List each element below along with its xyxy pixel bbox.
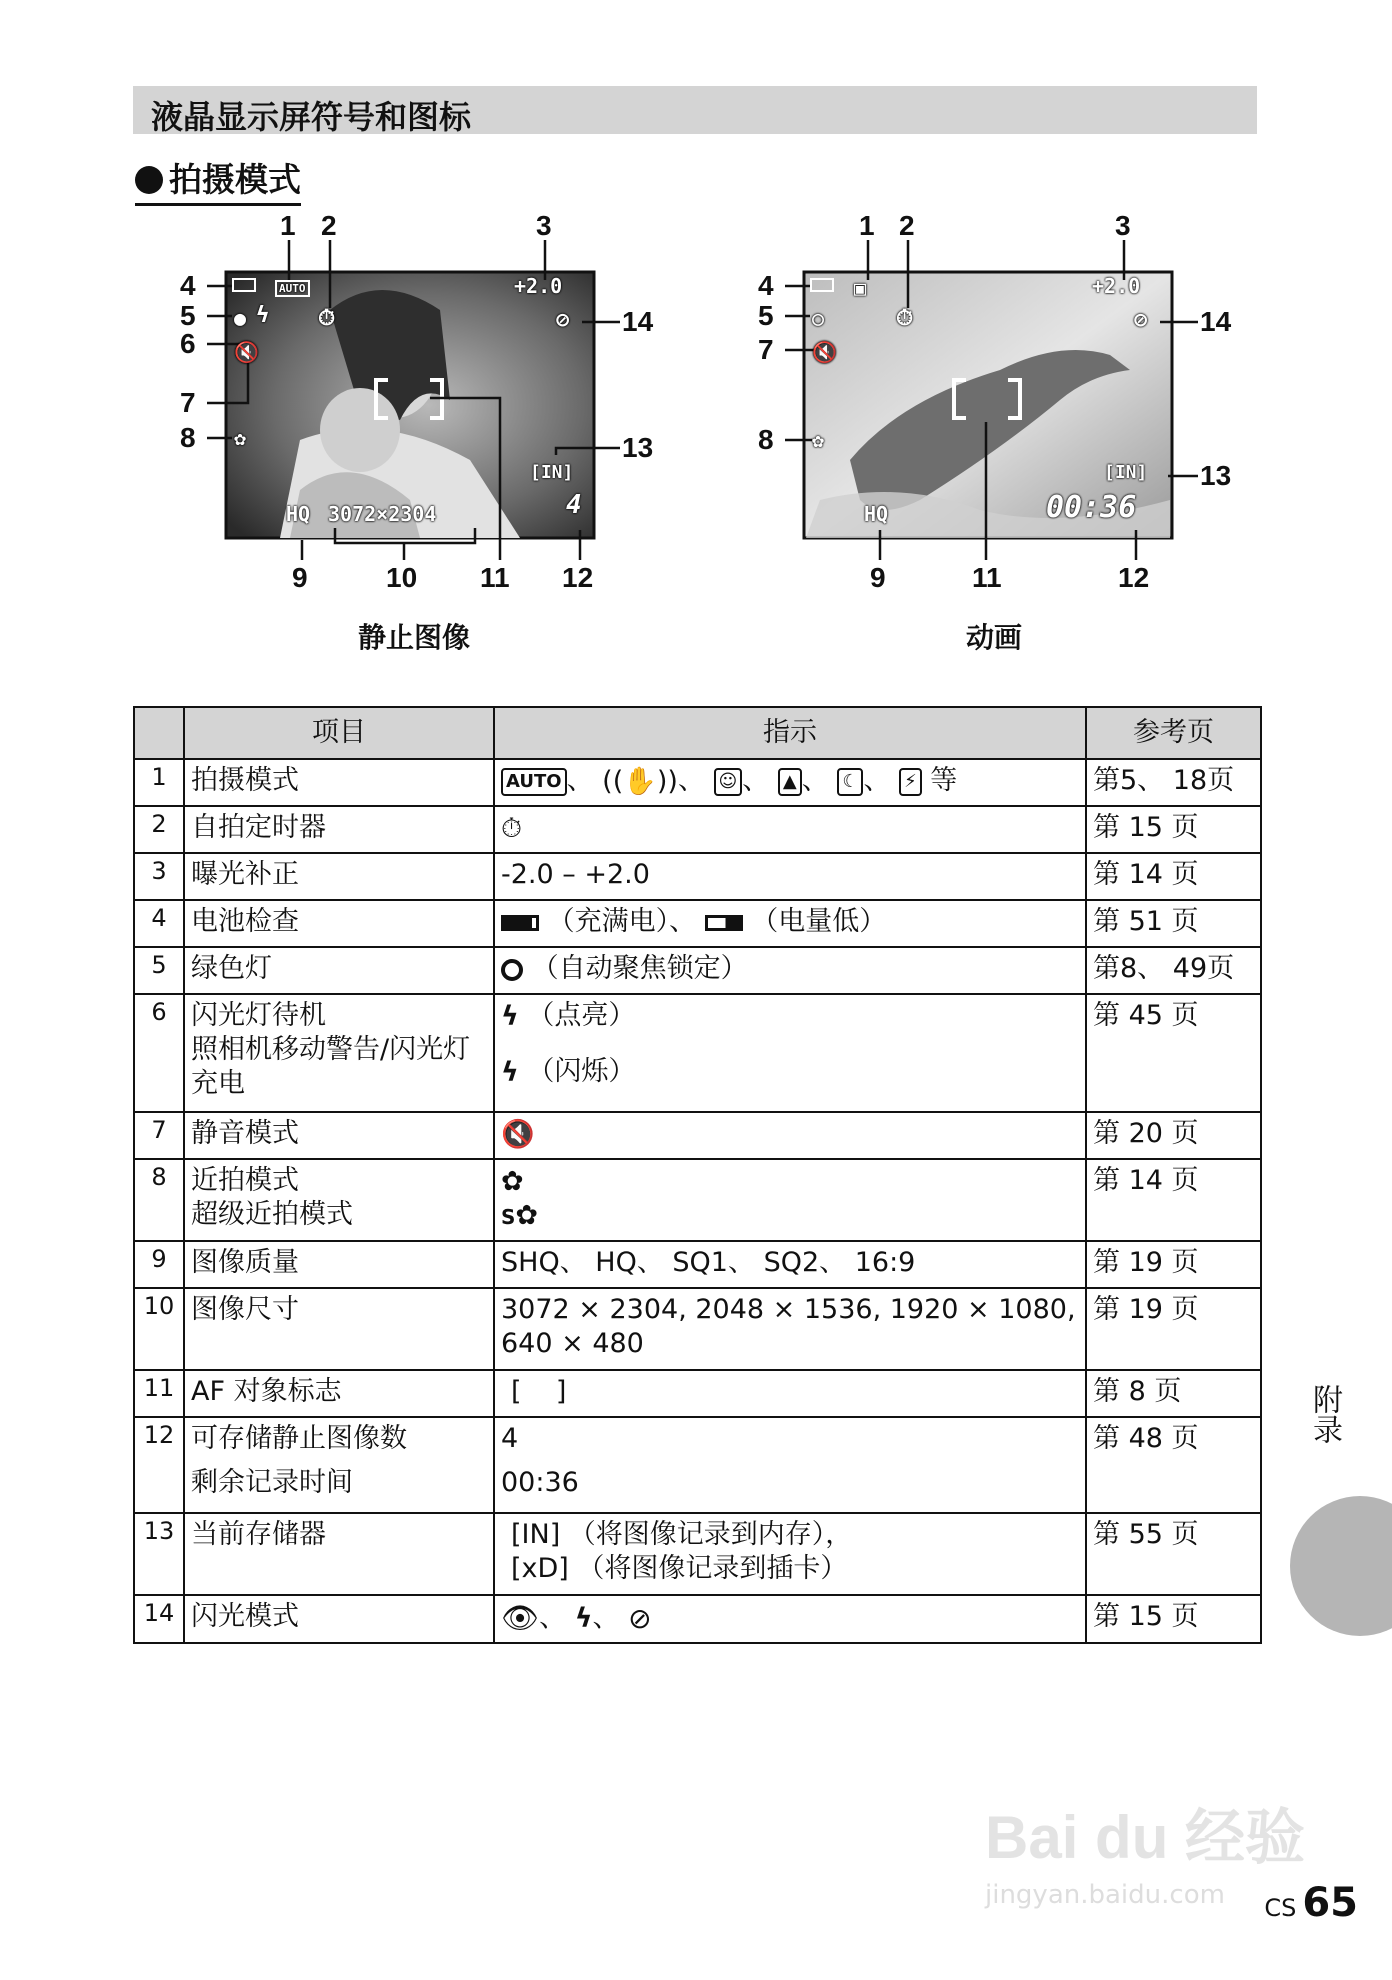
- baby-head: [320, 388, 400, 472]
- callout: 6: [180, 328, 196, 359]
- row-number: 9: [134, 1241, 184, 1288]
- callout: 14: [1200, 306, 1232, 337]
- row-page: 第8、 49页: [1086, 947, 1261, 994]
- callout: 12: [1118, 562, 1150, 593]
- row-number: 3: [134, 853, 184, 900]
- still-size: 3072×2304: [328, 502, 437, 526]
- row-indicator: [494, 1112, 1086, 1159]
- table-row: [134, 1112, 1261, 1159]
- row-number: 14: [134, 1595, 184, 1643]
- callout: 3: [1115, 210, 1131, 241]
- movie-macro-icon: ✿: [812, 428, 825, 452]
- row-page: 第5、 18页: [1086, 759, 1261, 806]
- row-number: 4: [134, 900, 184, 947]
- mute-icon: 🔇: [234, 340, 259, 364]
- lcd-diagrams: [0, 200, 1392, 670]
- row-indicator: SHQ、 HQ、 SQ1、 SQ2、 16:9: [494, 1241, 1086, 1288]
- row-indicator: ϟ （点亮） ϟ （闪烁）: [494, 994, 1086, 1112]
- flash-blink-icon: ϟ: [501, 1057, 519, 1088]
- callout: 4: [180, 270, 196, 301]
- table-row: [134, 1370, 1261, 1417]
- super-macro-icon: S✿: [501, 1200, 539, 1231]
- landscape-icon: ▲: [778, 768, 802, 796]
- callout: 7: [758, 334, 774, 365]
- still-exposure: +2.0: [514, 274, 563, 298]
- callout: 12: [562, 562, 594, 593]
- movie-quality: HQ: [864, 502, 889, 526]
- row-page: 第 14 页: [1086, 1159, 1261, 1241]
- reference-table: [133, 706, 1262, 1644]
- header-indicator: 指示: [494, 707, 1086, 759]
- table-row: [134, 900, 1261, 947]
- row-indicator: [IN] （将图像记录到内存）， [xD] （将图像记录到插卡）: [494, 1513, 1086, 1595]
- table-row: [134, 759, 1261, 806]
- shake-reduction-icon: ((✋)): [602, 765, 678, 797]
- callout: 2: [899, 210, 915, 241]
- row-page: 第 45 页: [1086, 994, 1261, 1112]
- battery-low-icon: [705, 915, 743, 931]
- row-number: 1: [134, 759, 184, 806]
- callout: 13: [1200, 460, 1232, 491]
- table-row: [134, 806, 1261, 853]
- battery-full-icon: [501, 915, 539, 931]
- movie-self-timer-icon: ⏱: [896, 306, 914, 331]
- page-footer: [1264, 1880, 1358, 1926]
- row-item: 曝光补正: [184, 853, 494, 900]
- callout: 13: [622, 432, 654, 463]
- movie-caption: 动画: [966, 621, 1023, 654]
- table-row: [134, 853, 1261, 900]
- row-page: 第 48 页: [1086, 1417, 1261, 1513]
- callout: 1: [280, 210, 296, 241]
- still-caption: 静止图像: [358, 621, 471, 654]
- row-number: 12: [134, 1417, 184, 1513]
- row-indicator: 4 00:36: [494, 1417, 1086, 1513]
- movie-memory: [IN]: [1104, 462, 1148, 483]
- movie-flash-off-icon: ⊘: [1134, 308, 1148, 333]
- movie-mode-icon: ▣: [854, 276, 867, 300]
- table-row: [134, 947, 1261, 994]
- row-indicator: [ ]: [494, 1370, 1086, 1417]
- portrait-icon: ☺: [714, 768, 743, 796]
- callout: 11: [480, 562, 510, 593]
- row-item: 静音模式: [184, 1112, 494, 1159]
- row-item: 图像尺寸: [184, 1288, 494, 1370]
- movie-time: 00:36: [1046, 490, 1137, 525]
- subsection-title: 拍摄模式: [135, 154, 301, 206]
- sport-icon: ⚡: [899, 768, 922, 796]
- movie-exposure: +2.0: [1092, 274, 1141, 298]
- self-timer-icon: ⏱: [501, 812, 523, 844]
- mute-icon: 🔇: [501, 1118, 535, 1150]
- bullet-icon: [135, 166, 163, 194]
- macro-icon: ✿: [501, 1165, 524, 1197]
- page-number: 65: [1302, 1880, 1358, 1926]
- row-item: 闪光灯待机 照相机移动警告/闪光灯充电: [184, 994, 494, 1112]
- row-page: 第 15 页: [1086, 806, 1261, 853]
- row-item: 闪光模式: [184, 1595, 494, 1643]
- row-item: 拍摄模式: [184, 759, 494, 806]
- row-indicator: 3072 × 2304, 2048 × 1536, 1920 × 1080, 640 × 480: [494, 1288, 1086, 1370]
- movie-green-lamp-icon: ○: [812, 306, 825, 330]
- row-indicator: （充满电）、 （电量低）: [494, 900, 1086, 947]
- row-number: 6: [134, 994, 184, 1112]
- header-number: [134, 707, 184, 759]
- row-item: AF 对象标志: [184, 1370, 494, 1417]
- row-indicator: （自动聚焦锁定）: [494, 947, 1086, 994]
- row-number: 2: [134, 806, 184, 853]
- table-row: [134, 1241, 1261, 1288]
- watermark-url: jingyan.baidu.com: [985, 1880, 1225, 1910]
- still-memory: [IN]: [530, 462, 574, 483]
- callout-lines: [0, 200, 1392, 670]
- movie-battery-icon: [810, 278, 834, 292]
- row-page: 第 19 页: [1086, 1241, 1261, 1288]
- footer-lang: CS: [1264, 1894, 1297, 1922]
- row-number: 5: [134, 947, 184, 994]
- callout: 9: [870, 562, 886, 593]
- row-page: 第 55 页: [1086, 1513, 1261, 1595]
- callout: 11: [972, 562, 1002, 593]
- table-header-row: [134, 707, 1261, 759]
- row-indicator: [494, 806, 1086, 853]
- row-indicator: 👁、 ϟ、 ⊘: [494, 1595, 1086, 1643]
- still-quality: HQ: [286, 502, 311, 526]
- watermark-logo: Bai du 经验: [985, 1804, 1306, 1871]
- row-indicator: [494, 1159, 1086, 1241]
- row-page: 第 14 页: [1086, 853, 1261, 900]
- row-item: 自拍定时器: [184, 806, 494, 853]
- flash-icon: ϟ: [574, 1602, 593, 1634]
- side-label: 附录: [1307, 1384, 1342, 1444]
- side-tab: [1290, 1496, 1392, 1636]
- section-header-bar: [133, 86, 1257, 134]
- row-indicator: -2.0 – +2.0: [494, 853, 1086, 900]
- row-number: 11: [134, 1370, 184, 1417]
- callout: 9: [292, 562, 308, 593]
- callout: 8: [758, 424, 774, 455]
- header-item: 项目: [184, 707, 494, 759]
- row-number: 10: [134, 1288, 184, 1370]
- table-row: [134, 1595, 1261, 1643]
- row-item: 图像质量: [184, 1241, 494, 1288]
- callout: 4: [758, 270, 774, 301]
- header-page: 参考页: [1086, 707, 1261, 759]
- flash-off-icon: ⊘: [556, 308, 570, 333]
- callout: 10: [386, 562, 418, 593]
- row-number: 7: [134, 1112, 184, 1159]
- callout: 5: [180, 300, 196, 331]
- green-lamp-icon: ●: [234, 306, 247, 330]
- callout: 5: [758, 300, 774, 331]
- table-row: [134, 1417, 1261, 1513]
- row-page: 第 8 页: [1086, 1370, 1261, 1417]
- row-page: 第 51 页: [1086, 900, 1261, 947]
- macro-icon: ✿: [234, 426, 247, 450]
- still-count: 4: [566, 490, 582, 520]
- callout: 7: [180, 387, 196, 418]
- row-item: 近拍模式 超级近拍模式: [184, 1159, 494, 1241]
- row-item: 可存储静止图像数 剩余记录时间: [184, 1417, 494, 1513]
- flash-off-icon: ⊘: [628, 1602, 652, 1636]
- row-number: 13: [134, 1513, 184, 1595]
- table-row: [134, 1159, 1261, 1241]
- row-item: 绿色灯: [184, 947, 494, 994]
- row-item: 电池检查: [184, 900, 494, 947]
- row-number: 8: [134, 1159, 184, 1241]
- night-portrait-icon: ☾: [837, 768, 863, 796]
- callout: 3: [536, 210, 552, 241]
- callout: 14: [622, 306, 654, 337]
- green-lamp-icon: [501, 959, 523, 981]
- table-row: [134, 1513, 1261, 1595]
- callout: 1: [859, 210, 875, 241]
- battery-icon: [232, 278, 256, 292]
- auto-icon: AUTO: [501, 768, 567, 796]
- callout: 2: [321, 210, 337, 241]
- self-timer-icon: ⏱: [318, 306, 336, 331]
- row-page: 第 15 页: [1086, 1595, 1261, 1643]
- table-row: [134, 994, 1261, 1112]
- section-title: 液晶显示屏符号和图标: [151, 98, 472, 136]
- red-eye-icon: 👁: [501, 1601, 540, 1636]
- table-row: [134, 1288, 1261, 1370]
- row-item: 当前存储器: [184, 1513, 494, 1595]
- movie-mute-icon: 🔇: [812, 340, 837, 364]
- flash-icon: ϟ: [501, 1000, 519, 1032]
- auto-mode-icon: AUTO: [275, 280, 310, 297]
- row-page: 第 19 页: [1086, 1288, 1261, 1370]
- callout: 8: [180, 422, 196, 453]
- row-indicator: AUTO 、 ((✋))、 ☺ 、 ▲ 、 ☾ 、 ⚡ 等: [494, 759, 1086, 806]
- flash-standby-icon: ϟ: [256, 303, 270, 328]
- row-page: 第 20 页: [1086, 1112, 1261, 1159]
